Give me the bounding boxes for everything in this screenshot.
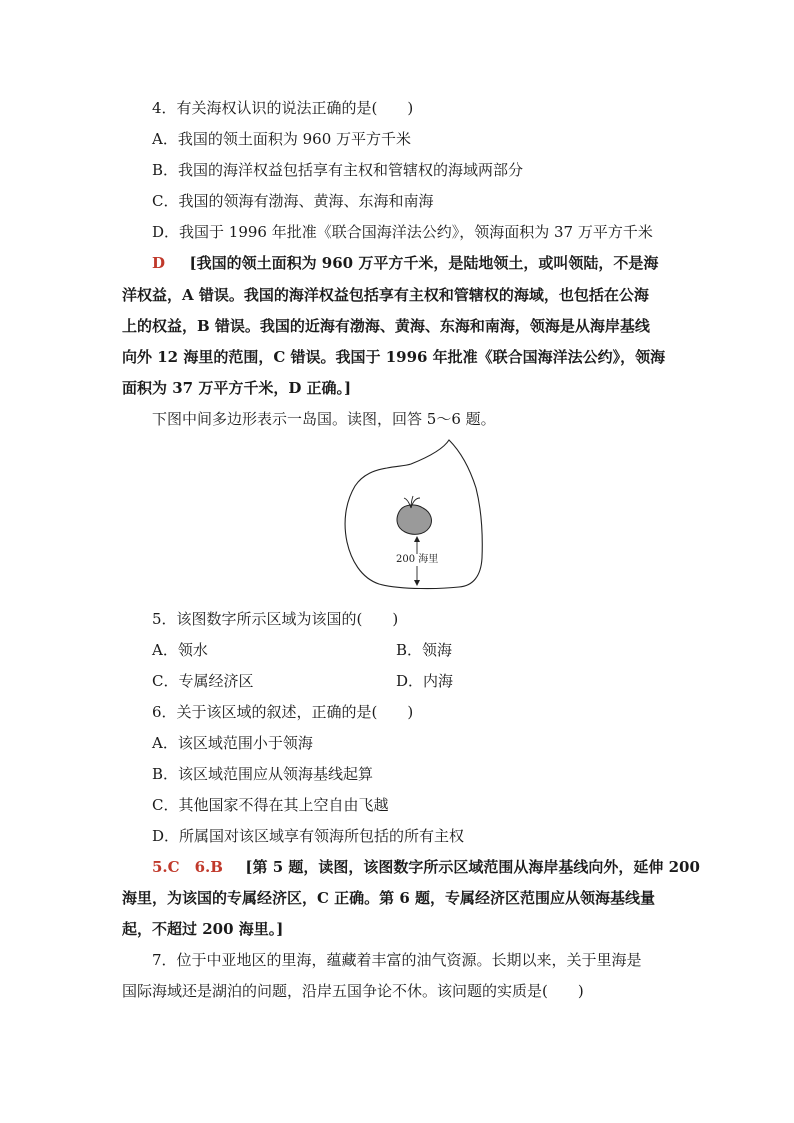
question-4-explanation-3: 上的权益，B 错误。我国的近海有渤海、黄海、东海和南海，领海是从海岸基线	[122, 317, 650, 335]
question-4-option-c: C．我国的领海有渤海、黄海、东海和南海	[152, 192, 434, 210]
question-5-option-c: C．专属经济区	[152, 672, 254, 690]
question-4-answer-letter: D	[152, 254, 166, 272]
question-7-stem-1: 7．位于中亚地区的里海，蕴藏着丰富的油气资源。长期以来，关于里海是	[152, 951, 642, 969]
question-4-explanation-5: 面积为 37 万平方千米，D 正确。]	[122, 379, 352, 397]
question-4-stem: 4．有关海权认识的说法正确的是( )	[152, 99, 414, 117]
question-4-explanation-1: [我国的领土面积为 960 万平方千米，是陆地领土，或叫领陆，不是海	[189, 254, 659, 272]
island-map-diagram	[341, 438, 495, 592]
question-5-options-row-2	[152, 671, 652, 691]
answer-5-6-letters: 5.C 6.B	[152, 858, 223, 876]
answer-5-6-explanation-2: 海里，为该国的专属经济区，C 正确。第 6 题，专属经济区范围应从领海基线量	[122, 889, 656, 907]
intro-questions-5-6: 下图中间多边形表示一岛国。读图，回答 5～6 题。	[152, 410, 496, 428]
question-6-option-a: A．该区域范围小于领海	[152, 734, 313, 752]
island-nation-figure	[341, 438, 495, 592]
question-6-option-d: D．所属国对该区域享有领海所包括的所有主权	[152, 827, 465, 845]
question-4-option-b: B．我国的海洋权益包括享有主权和管辖权的海域两部分	[152, 161, 524, 179]
distance-arrow-head-top	[414, 536, 420, 542]
question-6-option-b: B．该区域范围应从领海基线起算	[152, 765, 374, 783]
question-4-explanation-2: 洋权益，A 错误。我国的海洋权益包括享有主权和管辖权的海域，也包括在公海	[122, 286, 649, 304]
answer-5-6-explanation-1: [第 5 题，读图，该图数字所示区域范围从海岸基线向外，延伸 200	[245, 858, 700, 876]
question-5-options-row-1	[152, 640, 652, 660]
question-5-option-a: A．领水	[152, 641, 208, 659]
question-4-option-d: D．我国于 1996 年批准《联合国海洋法公约》，领海面积为 37 万平方千米	[152, 223, 653, 241]
question-5-option-d: D．内海	[396, 672, 454, 690]
question-4-answer-line	[152, 253, 658, 273]
question-5-stem: 5．该图数字所示区域为该国的( )	[152, 610, 399, 628]
question-4-option-a: A．我国的领土面积为 960 万平方千米	[152, 130, 412, 148]
question-6-stem: 6．关于该区域的叙述，正确的是( )	[152, 703, 414, 721]
question-6-option-c: C．其他国家不得在其上空自由飞越	[152, 796, 389, 814]
distance-label: 200 海里	[396, 554, 439, 565]
island-shape	[397, 505, 431, 534]
answer-5-6-line	[152, 857, 700, 877]
question-5-option-b: B．领海	[396, 641, 453, 659]
question-7-stem-2: 国际海域还是湖泊的问题，沿岸五国争论不休。该问题的实质是( )	[122, 982, 584, 1000]
distance-arrow-head-bottom	[414, 580, 420, 586]
question-4-explanation-4: 向外 12 海里的范围，C 错误。我国于 1996 年批准《联合国海洋法公约》，领海	[122, 348, 666, 366]
answer-5-6-explanation-3: 起，不超过 200 海里。]	[122, 920, 284, 938]
